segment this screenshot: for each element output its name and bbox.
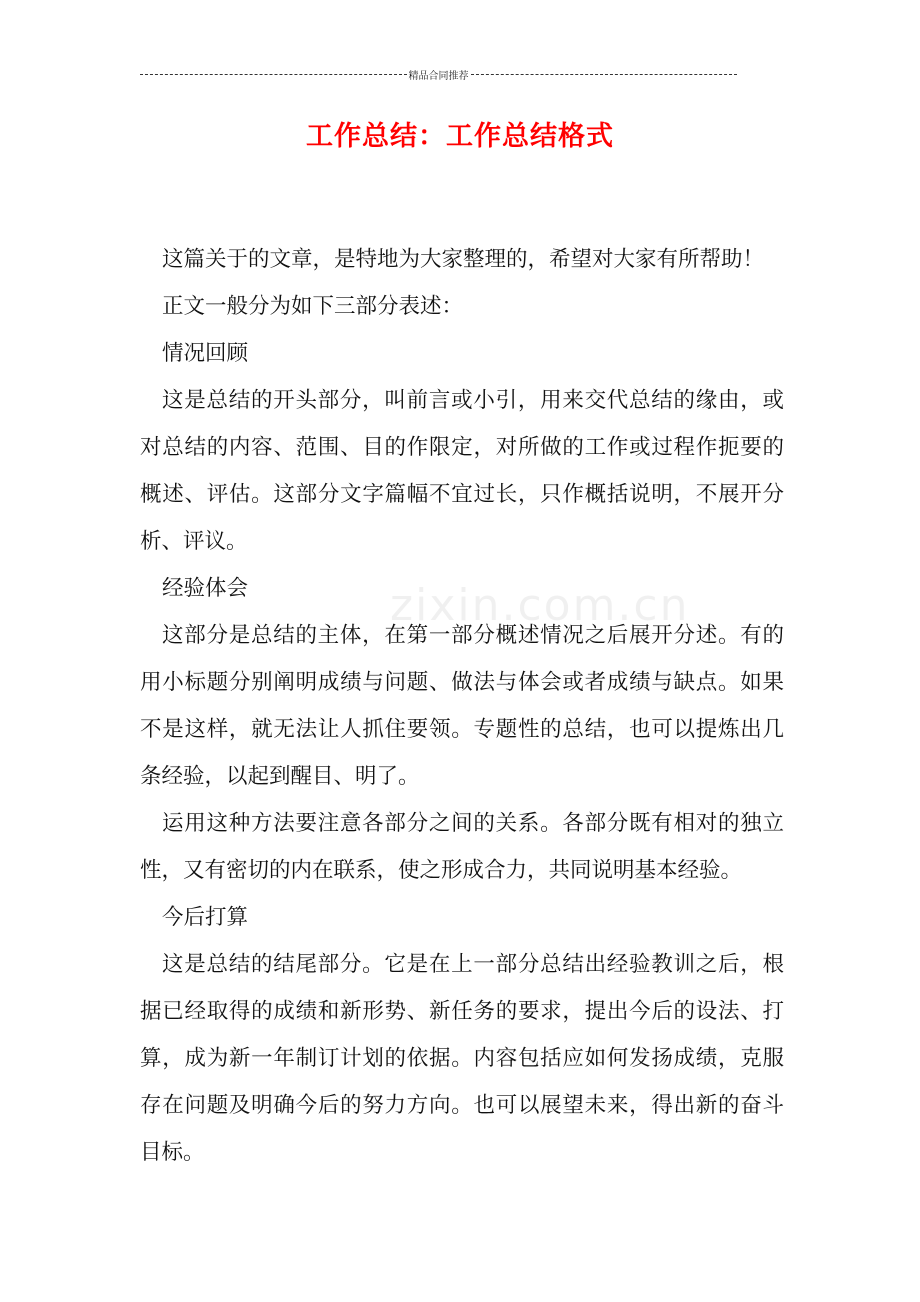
plans-paragraph: 这是总结的结尾部分。它是在上一部分总结出经验教训之后，根据已经取得的成绩和新形势、新任务的要求，提出今后的设法、打算，成为新一年制订计划的依据。内容包括应如何发扬成绩，克服存在问题及明确今后的努力方向。也可以展望未来，得出新的奋斗目标。 (140, 952, 784, 1165)
header-dashes-right (471, 74, 738, 75)
document-title: 工作总结：工作总结格式 (306, 121, 614, 152)
section-heading-experience: 经验体会 (162, 576, 249, 601)
structure-paragraph: 正文一般分为如下三部分表述： (162, 294, 464, 319)
header-label: 精品合同推荐 (408, 70, 469, 82)
experience-paragraph: 这部分是总结的主体，在第一部分概述情况之后展开分述。有的用小标题分别阐明成绩与问题、做法与体会或者成绩与缺点。如果不是这样，就无法让人抓住要领。专题性的总结，也可以提炼出几条经验，以起到醒目、明了。 (140, 623, 784, 789)
watermark: zixin.com.cn (390, 580, 690, 631)
review-paragraph: 这是总结的开头部分，叫前言或小引，用来交代总结的缘由，或对总结的内容、范围、目的作限定，对所做的工作或过程作扼要的概述、评估。这部分文字篇幅不宜过长，只作概括说明，不展开分析、评议。 (140, 388, 784, 554)
intro-paragraph: 这篇关于的文章，是特地为大家整理的，希望对大家有所帮助！ (162, 247, 765, 272)
section-heading-review: 情况回顾 (162, 341, 249, 366)
document-body (140, 236, 784, 1176)
header-dashes-left (140, 74, 407, 75)
method-paragraph: 运用这种方法要注意各部分之间的关系。各部分既有相对的独立性，又有密切的内在联系，使之形成合力，共同说明基本经验。 (140, 811, 784, 883)
page-header (140, 66, 737, 82)
section-heading-plans: 今后打算 (162, 905, 249, 930)
